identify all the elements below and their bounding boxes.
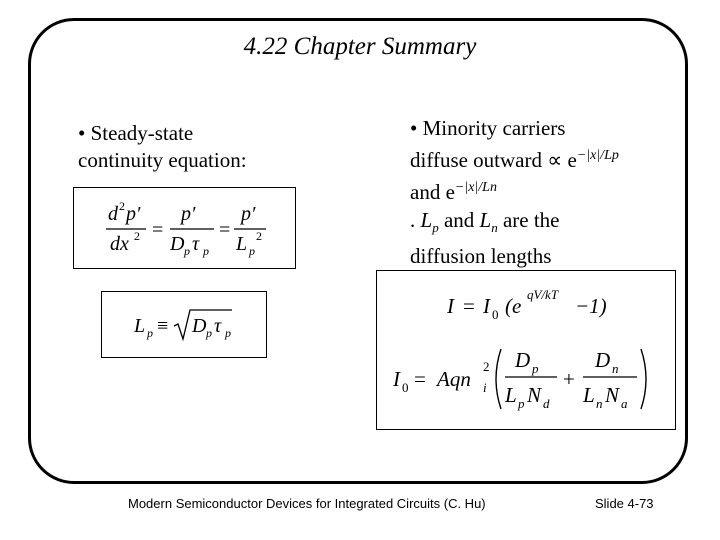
footer-slide-number: Slide 4-73 xyxy=(595,496,654,511)
line-4-and: and xyxy=(443,208,475,232)
eq-sub-i: i xyxy=(483,380,487,395)
eq-minus-one: −1) xyxy=(575,294,607,318)
line-4-lead: . xyxy=(410,208,416,232)
eq-Na: N xyxy=(605,383,620,407)
eq-sub-a: a xyxy=(621,396,628,411)
eq-exponent: qV/kT xyxy=(527,287,559,302)
eq-equals: = xyxy=(463,294,475,318)
continuity-equation xyxy=(74,188,295,268)
right-bullet-line-5: diffusion lengths xyxy=(410,244,552,269)
line-4-Ln-sub: n xyxy=(491,220,498,236)
eq-d: d xyxy=(108,203,118,225)
eq-sub-p-3: p xyxy=(249,244,255,258)
left-bullet-line-1: Steady-state xyxy=(90,121,194,145)
eq-Ln: L xyxy=(583,383,595,407)
right-bullet-line-2: diffuse outward ∝ e xyxy=(410,148,577,172)
eq-sub-p-2: p xyxy=(518,396,525,411)
eq-sub-n: n xyxy=(612,361,619,376)
eq-D: D xyxy=(170,233,185,255)
diode-current-equation xyxy=(377,271,675,429)
eq-sup-2: 2 xyxy=(119,199,125,213)
eq-sub-p: p xyxy=(532,361,539,376)
bullet-marker-2: • xyxy=(410,116,418,140)
eq-Dp: D xyxy=(515,348,531,372)
eq-p-prime-3: p′ xyxy=(241,203,256,225)
eq-p-prime: p′ xyxy=(126,203,141,225)
line-4-tail: are the xyxy=(502,208,560,232)
eq-I0-b: I xyxy=(393,367,400,391)
eq-p-prime-2: p′ xyxy=(181,203,196,225)
eq-sub-p: p xyxy=(184,244,190,258)
eq-D: D xyxy=(192,315,207,337)
right-bullet xyxy=(410,114,619,270)
eq-sub-p-2: p xyxy=(203,244,209,258)
eq-I0: I xyxy=(483,294,490,318)
eq-tau: τ xyxy=(192,233,200,255)
eq-equals-2: = xyxy=(219,219,231,241)
eq-Dn: D xyxy=(595,348,611,372)
line-4-Lp: L xyxy=(420,208,433,232)
right-bullet-line-2-exponent: −|x|/Lp xyxy=(576,148,619,163)
eq-L: L xyxy=(134,315,146,337)
slide-title: 4.22 Chapter Summary xyxy=(243,33,477,60)
eq-Aqn: Aqn xyxy=(437,367,471,391)
right-bullet-line-3-exponent: −|x|/Ln xyxy=(454,180,497,195)
diode-current-box xyxy=(376,270,676,430)
eq-plus: + xyxy=(563,367,575,391)
line-4-Lp-sub: p xyxy=(432,220,439,236)
eq-I: I xyxy=(447,294,454,318)
eq-sub-n-2: n xyxy=(596,396,603,411)
left-bullet-line-2: continuity equation: xyxy=(78,148,247,172)
diffusion-length-equation xyxy=(102,292,266,357)
bullet-marker: • xyxy=(78,121,86,145)
eq-L: L xyxy=(236,233,248,255)
eq-sub-0: 0 xyxy=(492,307,499,322)
line-4-Ln: L xyxy=(479,208,492,232)
left-paren xyxy=(496,349,501,409)
eq-sub-p: p xyxy=(147,326,153,340)
eq-sup-2b: 2 xyxy=(134,229,140,243)
eq-sub-p-2: p xyxy=(206,326,212,340)
eq-sup-2: 2 xyxy=(483,359,490,374)
eq-Lp: L xyxy=(505,383,517,407)
eq-tau: τ xyxy=(214,315,222,337)
eq-exp-base: (e xyxy=(505,294,522,318)
eq-dx: dx xyxy=(110,233,129,255)
eq-sub-0-b: 0 xyxy=(402,380,409,395)
right-paren xyxy=(641,349,646,409)
eq-Nd: N xyxy=(527,383,542,407)
eq-equals: = xyxy=(152,219,164,241)
left-bullet xyxy=(78,120,247,174)
eq-sub-p-3: p xyxy=(225,326,231,340)
continuity-equation-box xyxy=(73,187,296,269)
eq-equals-b: = xyxy=(414,367,426,391)
eq-sup-2c: 2 xyxy=(256,229,262,243)
eq-sub-d: d xyxy=(543,396,550,411)
right-bullet-line-3: and e xyxy=(410,180,455,204)
footer-source: Modern Semiconductor Devices for Integrated Circuits (C. Hu) xyxy=(128,496,486,511)
eq-equiv: ≡ xyxy=(157,315,169,337)
diffusion-length-box xyxy=(101,291,267,358)
right-bullet-line-1: Minority carriers xyxy=(422,116,566,140)
